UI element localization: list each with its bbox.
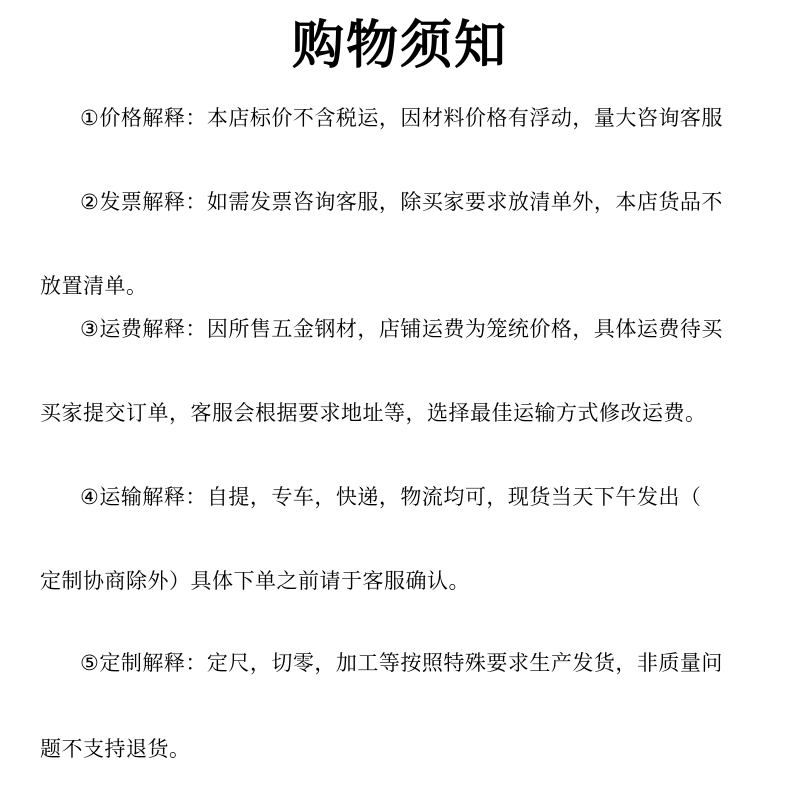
notice-invoice-line-cont: 放置清单。 (40, 274, 148, 298)
notice-shipping-fee-line: ③运费解释：因所售五金钢材，店铺运费为笼统价格，具体运费待买 (80, 317, 723, 341)
page-title: 购物须知 (291, 16, 508, 76)
notice-transport-line: ④运输解释：自提，专车，快递，物流均可，现货当天下午发出（ (80, 485, 702, 509)
notice-price-line: ①价格解释：本店标价不含税运，因材料价格有浮动，量大咨询客服 (80, 106, 723, 130)
notice-custom-line: ⑤定制解释：定尺，切零，加工等按照特殊要求生产发货，非质量问 (80, 651, 723, 675)
notice-shipping-fee-line-cont: 买家提交订单，客服会根据要求地址等，选择最佳运输方式修改运费。 (40, 401, 707, 425)
notice-custom-line-cont: 题不支持退货。 (40, 737, 191, 761)
notice-invoice-line: ②发票解释：如需发票咨询客服，除买家要求放清单外，本店货品不 (80, 190, 723, 214)
notice-transport-line-cont: 定制协商除外）具体下单之前请于客服确认。 (40, 569, 470, 593)
